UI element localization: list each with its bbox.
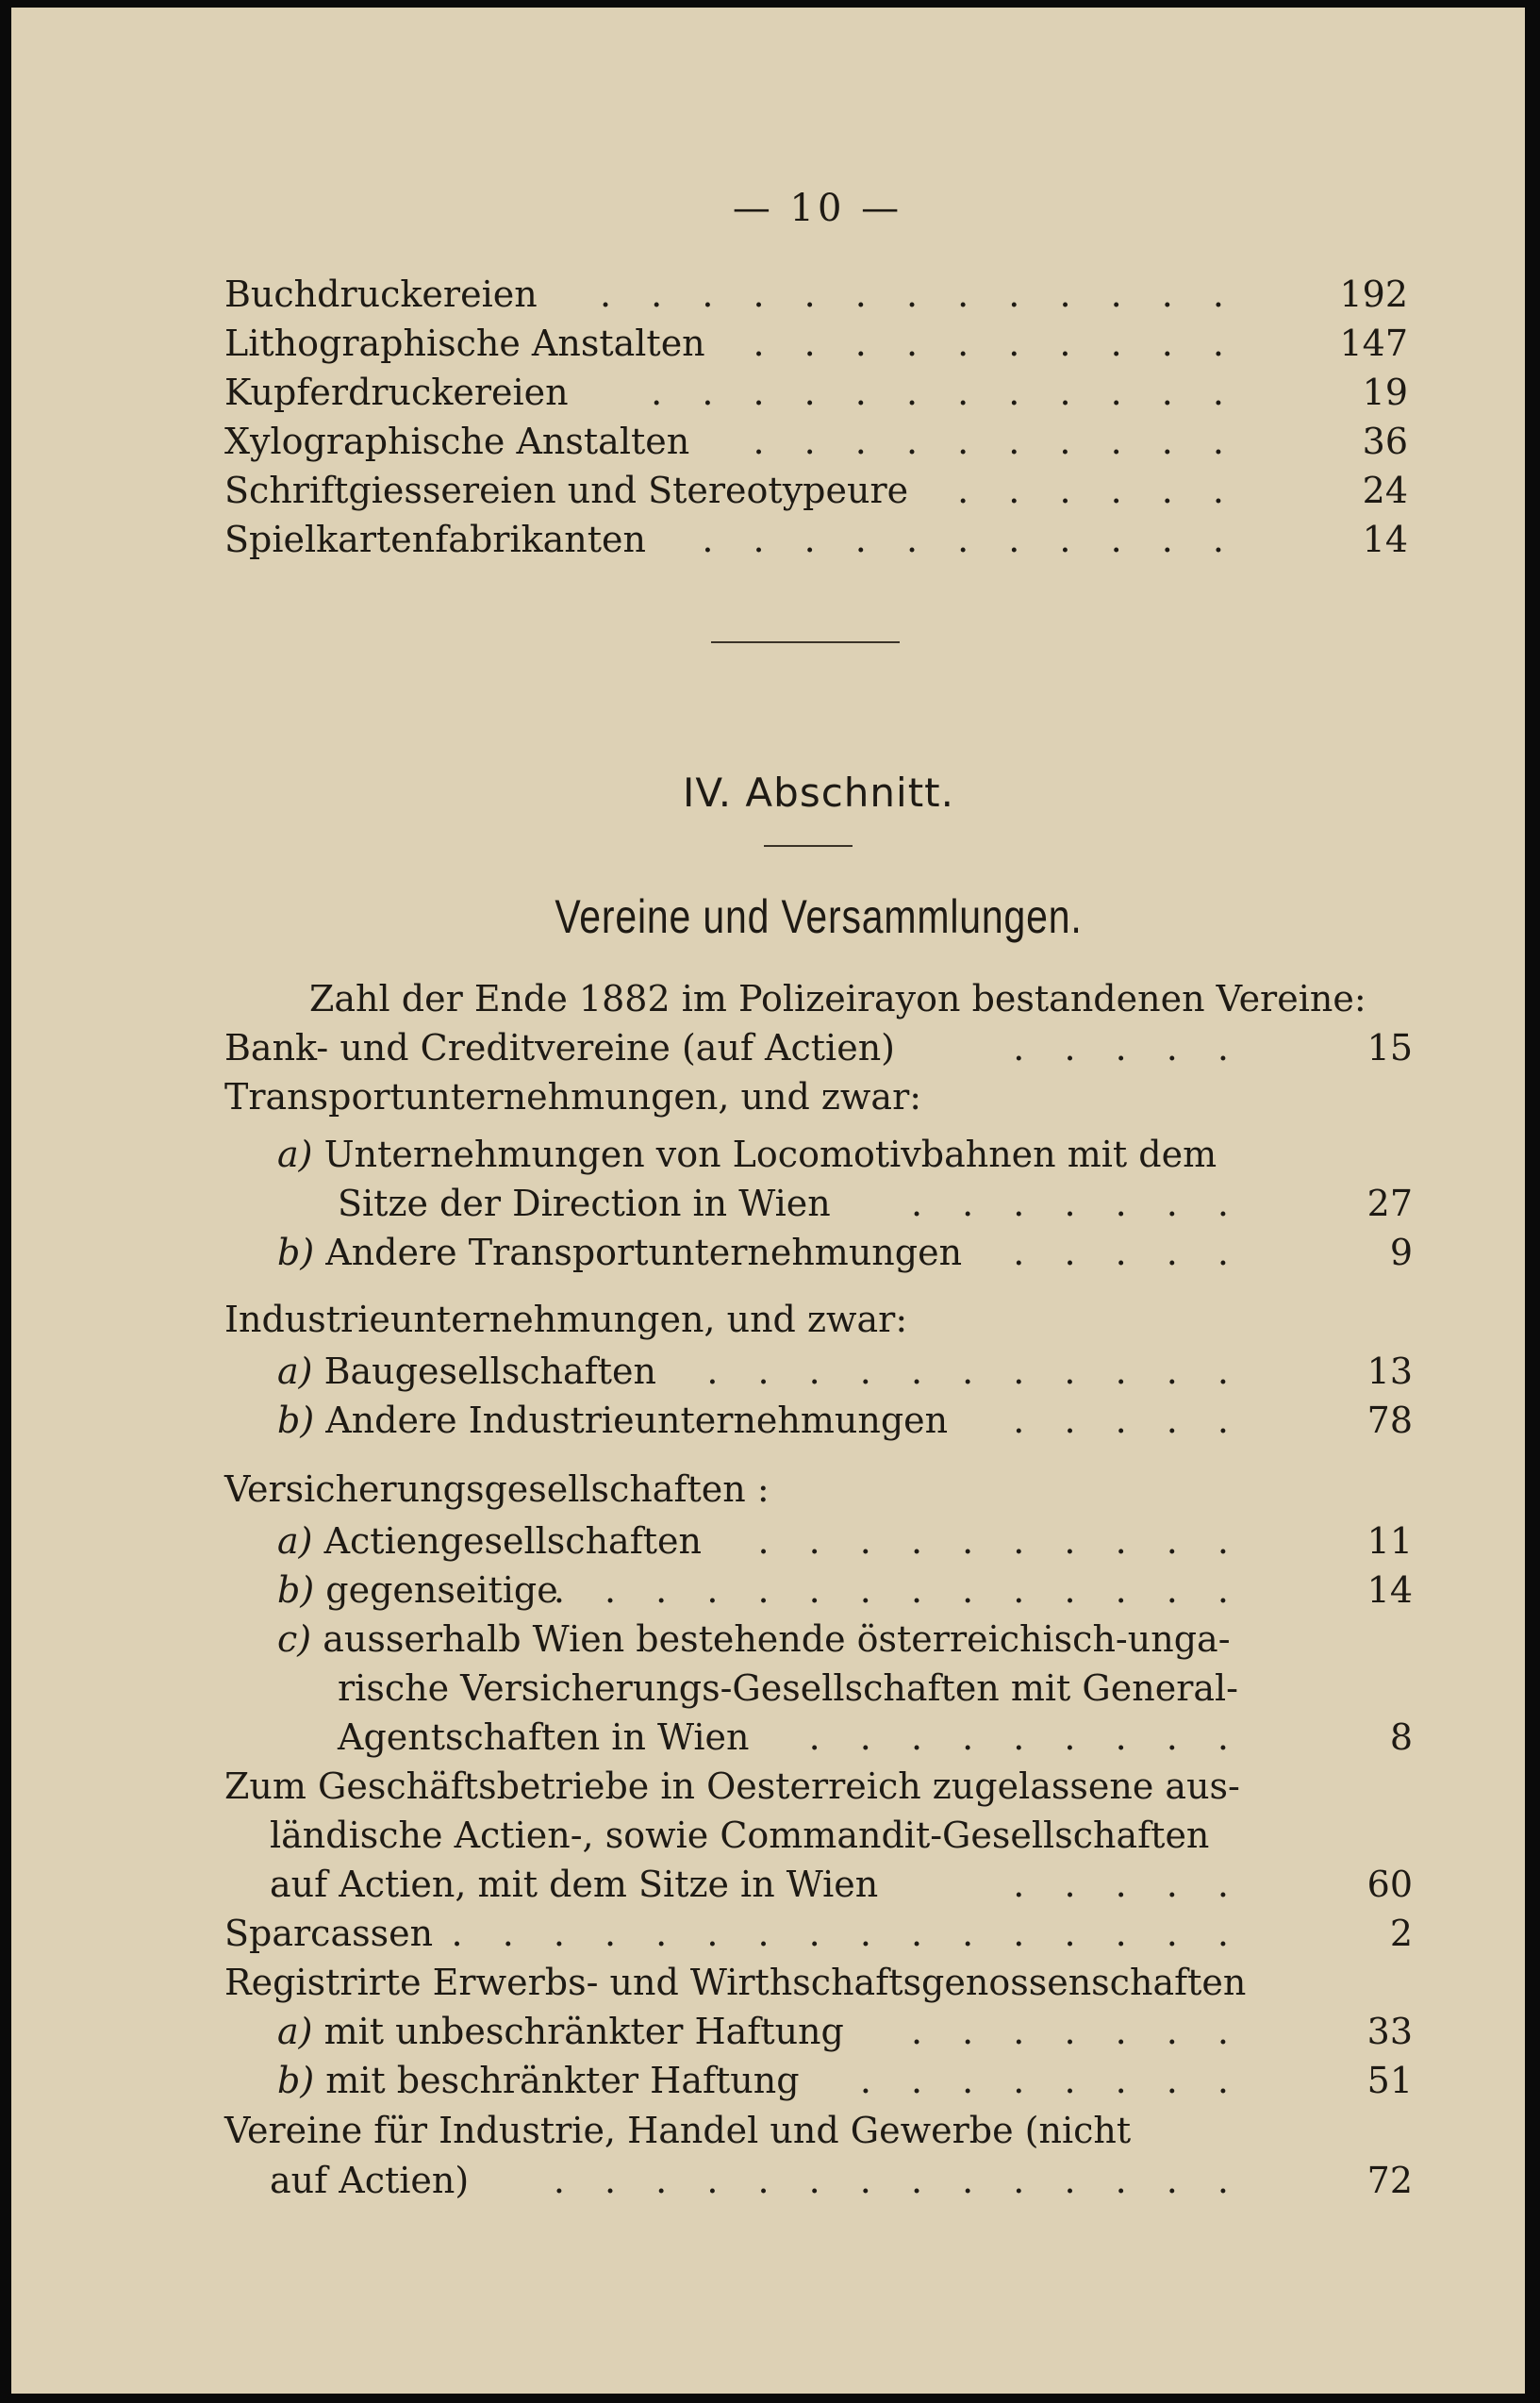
list-item: Kupferdruckereien . . . . . . . . . . . . 19 [224, 368, 1408, 417]
leader-dots: . . . . . . . . . . . . . . [553, 1569, 1243, 1611]
list-item: Zum Geschäftsbetriebe in Oesterreich zugelassene aus- [224, 1765, 1240, 1807]
leader-dots: . . . . . . . . . . . [702, 519, 1238, 560]
leader-dots: . . . . . . . [910, 1183, 1243, 1224]
leader-dots: . . . . . . . [910, 2011, 1243, 2052]
leader-dots: . . . . . [1013, 1864, 1243, 1905]
leader-dots: . . . . . . . . . . . . . [600, 273, 1238, 315]
leader-dots: . . . . . . . . . . . . . . [553, 2160, 1243, 2201]
leader-dots: . . . . . . . . . . [753, 421, 1238, 462]
list-item: Spielkartenfabrikanten . . . . . . . . . . . 14 [224, 515, 1408, 564]
divider [711, 641, 900, 643]
leader-dots: . . . . . . . . . . [757, 1520, 1243, 1562]
list-item: b) gegenseitige . . . . . . . . . . . . . . 14 [224, 1566, 1413, 1615]
leader-dots: . . . . . . [957, 470, 1238, 511]
list-item: Buchdruckereien . . . . . . . . . . . . . 192 [224, 270, 1408, 319]
leader-dots: . . . . . . . . . . . [706, 1351, 1243, 1392]
list-heading: Versicherungsgesellschaften : [224, 1468, 770, 1510]
list-item: a) Unternehmungen von Locomotivbahnen mit dem [277, 1134, 1217, 1175]
list-item: Agentschaften in Wien . . . . . . . . . 8 [224, 1713, 1413, 1762]
list-heading: Registrirte Erwerbs- und Wirthschaftsgenossenschaften [224, 1962, 1247, 2003]
list-item: auf Actien) . . . . . . . . . . . . . . 72 [224, 2156, 1413, 2205]
list-item: Vereine für Industrie, Handel und Gewerbe (nicht [224, 2110, 1132, 2151]
list-item: Sparcassen . . . . . . . . . . . . . . . . 2 [224, 1909, 1413, 1958]
leader-dots: . . . . . . . . . . . . . . . . [451, 1913, 1243, 1954]
list-item: b) Andere Industrieunternehmungen . . . . . 78 [224, 1396, 1413, 1445]
leader-dots: . . . . . [1013, 1400, 1243, 1441]
list-item: Xylographische Anstalten . . . . . . . . . . 36 [224, 417, 1408, 466]
list-heading: Transportunternehmungen, und zwar: [224, 1076, 922, 1118]
list-item: b) Andere Transportunternehmungen . . . . . 9 [224, 1228, 1413, 1277]
list-item: a) Baugesellschaften . . . . . . . . . . . 13 [224, 1347, 1413, 1396]
leader-dots: . . . . . . . . . . [753, 323, 1238, 364]
leader-dots: . . . . . [1013, 1027, 1243, 1069]
intro-text: Zahl der Ende 1882 im Polizeirayon bestandenen Vereine: [309, 978, 1366, 1019]
list-item: Sitze der Direction in Wien . . . . . . . 27 [224, 1179, 1413, 1228]
list-item: a) Actiengesellschaften . . . . . . . . . . 11 [224, 1516, 1413, 1566]
list-item: Schriftgiessereien und Stereotypeure . . . . . . 24 [224, 466, 1408, 515]
list-item: b) mit beschränkter Haftung . . . . . . . . 51 [224, 2056, 1413, 2105]
divider [764, 845, 853, 847]
leader-dots: . . . . . . . . . [808, 1716, 1243, 1758]
list-item: a) mit unbeschränkter Haftung . . . . . . . 33 [224, 2007, 1413, 2056]
section-title: Vereine und Versammlungen. [555, 890, 1083, 943]
section-heading: IV. Abschnitt. [683, 770, 954, 816]
document-page [11, 8, 1525, 2394]
leader-dots: . . . . . . . . [859, 2060, 1243, 2101]
page-number: — 10 — [732, 187, 903, 230]
list-item: Lithographische Anstalten . . . . . . . . . . 147 [224, 319, 1408, 368]
list-item: ländische Actien-, sowie Commandit-Gesellschaften [270, 1815, 1210, 1856]
list-item: rische Versicherungs-Gesellschaften mit General- [338, 1667, 1239, 1709]
list-heading: Industrieunternehmungen, und zwar: [224, 1299, 908, 1340]
list-item: Bank- und Creditvereine (auf Actien) . . . . . 15 [224, 1023, 1413, 1072]
leader-dots: . . . . . . . . . . . . [651, 372, 1238, 413]
list-item: c) ausserhalb Wien bestehende österreichisch-unga- [277, 1618, 1231, 1660]
list-item: auf Actien, mit dem Sitze in Wien . . . . . 60 [224, 1860, 1413, 1909]
leader-dots: . . . . . [1013, 1232, 1243, 1273]
